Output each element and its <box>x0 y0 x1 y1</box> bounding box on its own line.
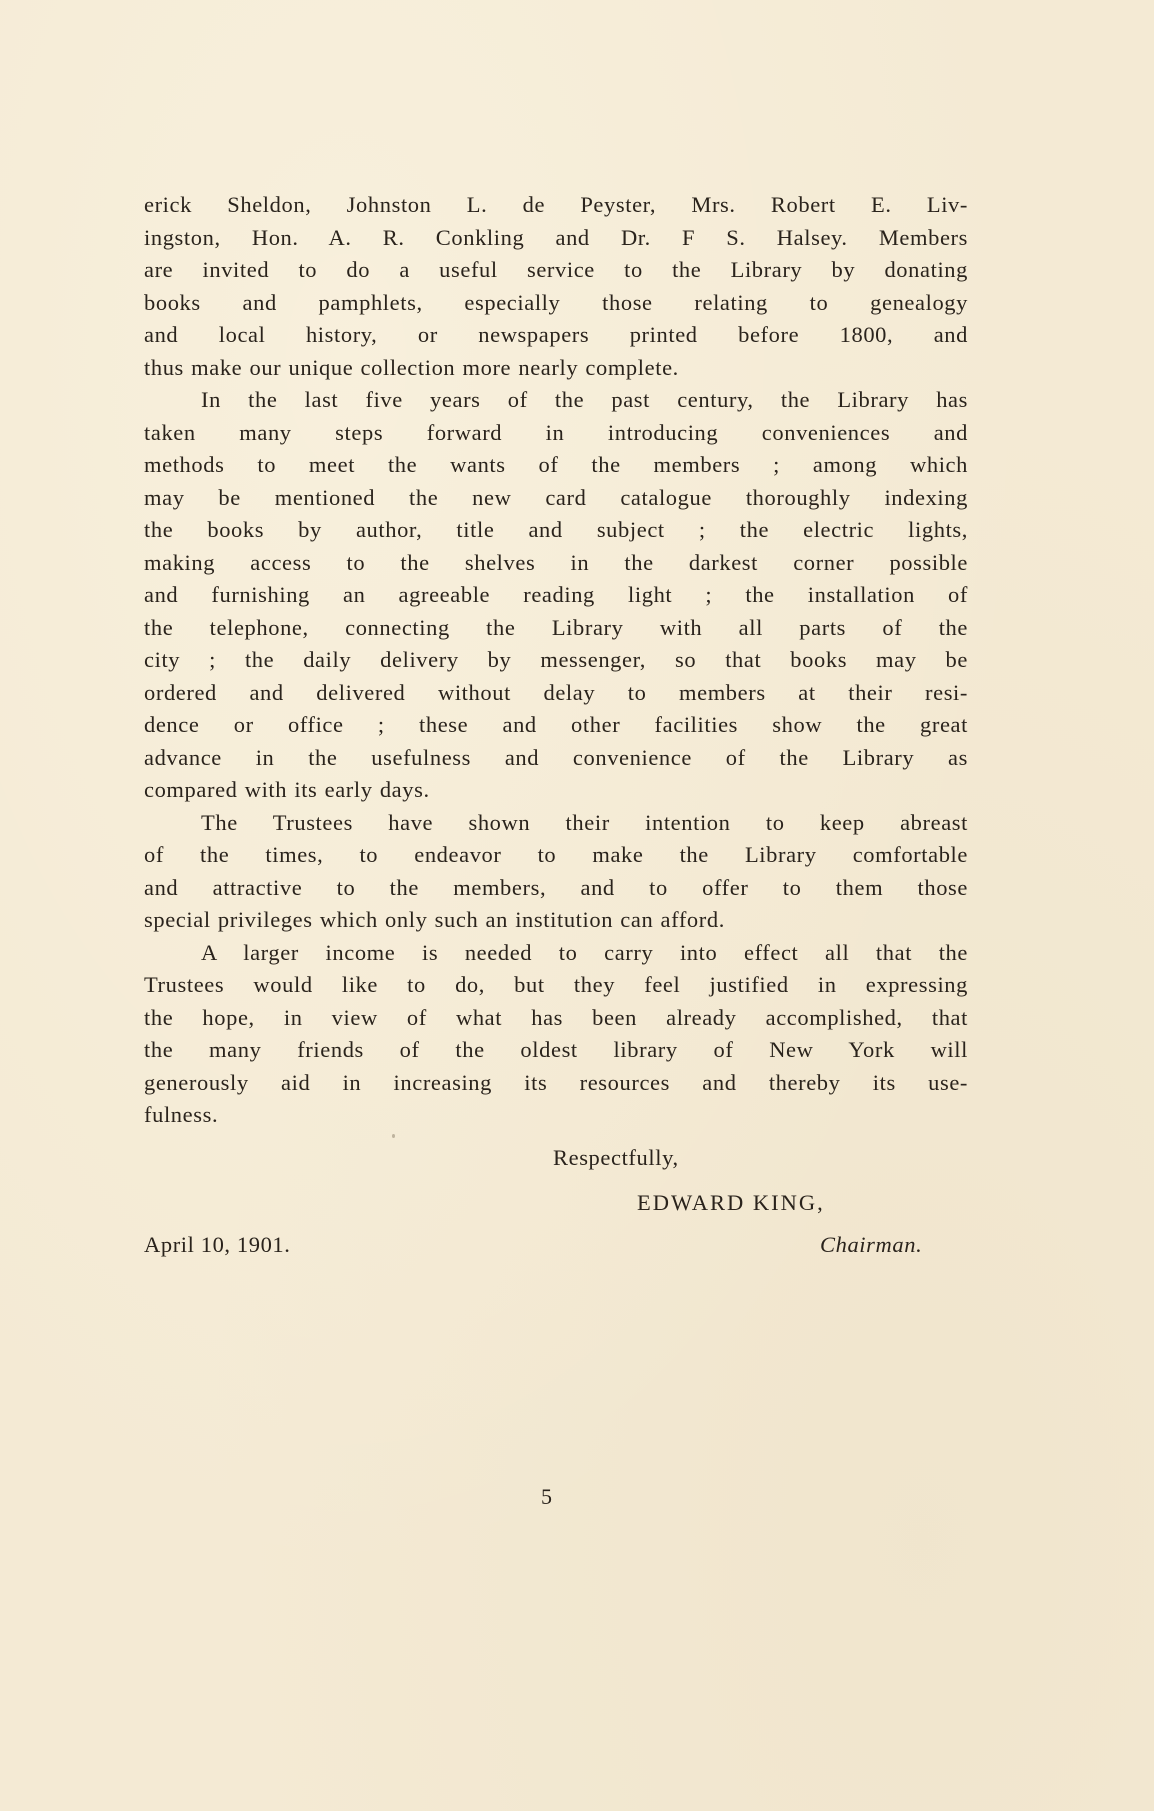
signer-name: EDWARD KING, <box>637 1190 825 1215</box>
text-line: erick Sheldon, Johnston L. de Peyster, Mrs. Robert E. Liv- <box>144 192 968 217</box>
signer-title: Chairman. <box>820 1232 923 1257</box>
text-line: making access to the shelves in the darkest corner possible <box>144 549 968 575</box>
text-line: the books by author, title and subject ; the electric lights, <box>144 517 968 542</box>
text-line: advance in the usefulness and convenience of the Library as <box>144 744 968 770</box>
text-line: thus make our unique collection more nearly complete. <box>144 354 679 380</box>
text-line: books and pamphlets, especially those relating to genealogy <box>144 289 968 315</box>
text-line: city ; the daily delivery by messenger, so that books may be <box>144 647 968 672</box>
letter-date: April 10, 1901. <box>144 1232 291 1257</box>
text-line: the hope, in view of what has been already accomplished, that <box>144 1004 968 1030</box>
text-line: In the last five years of the past century, the Library has <box>201 387 968 412</box>
text-line: and furnishing an agreeable reading light ; the installation of <box>144 582 968 607</box>
paragraph-4 <box>144 937 968 1132</box>
text-line: the many friends of the oldest library of New York will <box>144 1037 968 1062</box>
text-line: dence or office ; these and other facilities show the great <box>144 712 968 737</box>
closing: Respectfully, <box>553 1145 679 1170</box>
text-line: fulness. <box>144 1102 219 1127</box>
text-line: Trustees would like to do, but they feel justified in expressing <box>144 972 968 997</box>
text-line: The Trustees have shown their intention to keep abreast <box>201 809 968 835</box>
text-line: may be mentioned the new card catalogue thoroughly indexing <box>144 484 968 510</box>
paragraph-2 <box>144 384 968 807</box>
text-line: of the times, to endeavor to make the Library comfortable <box>144 842 968 867</box>
text-line: and attractive to the members, and to offer to them those <box>144 874 968 900</box>
body-text <box>144 189 968 1132</box>
text-line: A larger income is needed to carry into effect all that the <box>201 939 968 965</box>
text-line: compared with its early days. <box>144 777 430 802</box>
paragraph-1 <box>144 189 968 384</box>
text-line: the telephone, connecting the Library with all parts of the <box>144 614 968 640</box>
text-line: and local history, or newspapers printed before 1800, and <box>144 322 968 347</box>
text-line: are invited to do a useful service to the Library by donating <box>144 257 968 282</box>
ink-speck <box>392 1134 395 1138</box>
text-line: special privileges which only such an institution can afford. <box>144 907 725 932</box>
text-line: ingston, Hon. A. R. Conkling and Dr. F S. Halsey. Members <box>144 224 968 250</box>
text-line: generously aid in increasing its resources and thereby its use- <box>144 1069 968 1095</box>
paragraph-3 <box>144 807 968 937</box>
text-line: methods to meet the wants of the members ; among which <box>144 452 968 477</box>
text-line: taken many steps forward in introducing conveniences and <box>144 419 968 445</box>
text-line: ordered and delivered without delay to members at their resi- <box>144 679 968 705</box>
page-number: 5 <box>541 1484 552 1509</box>
